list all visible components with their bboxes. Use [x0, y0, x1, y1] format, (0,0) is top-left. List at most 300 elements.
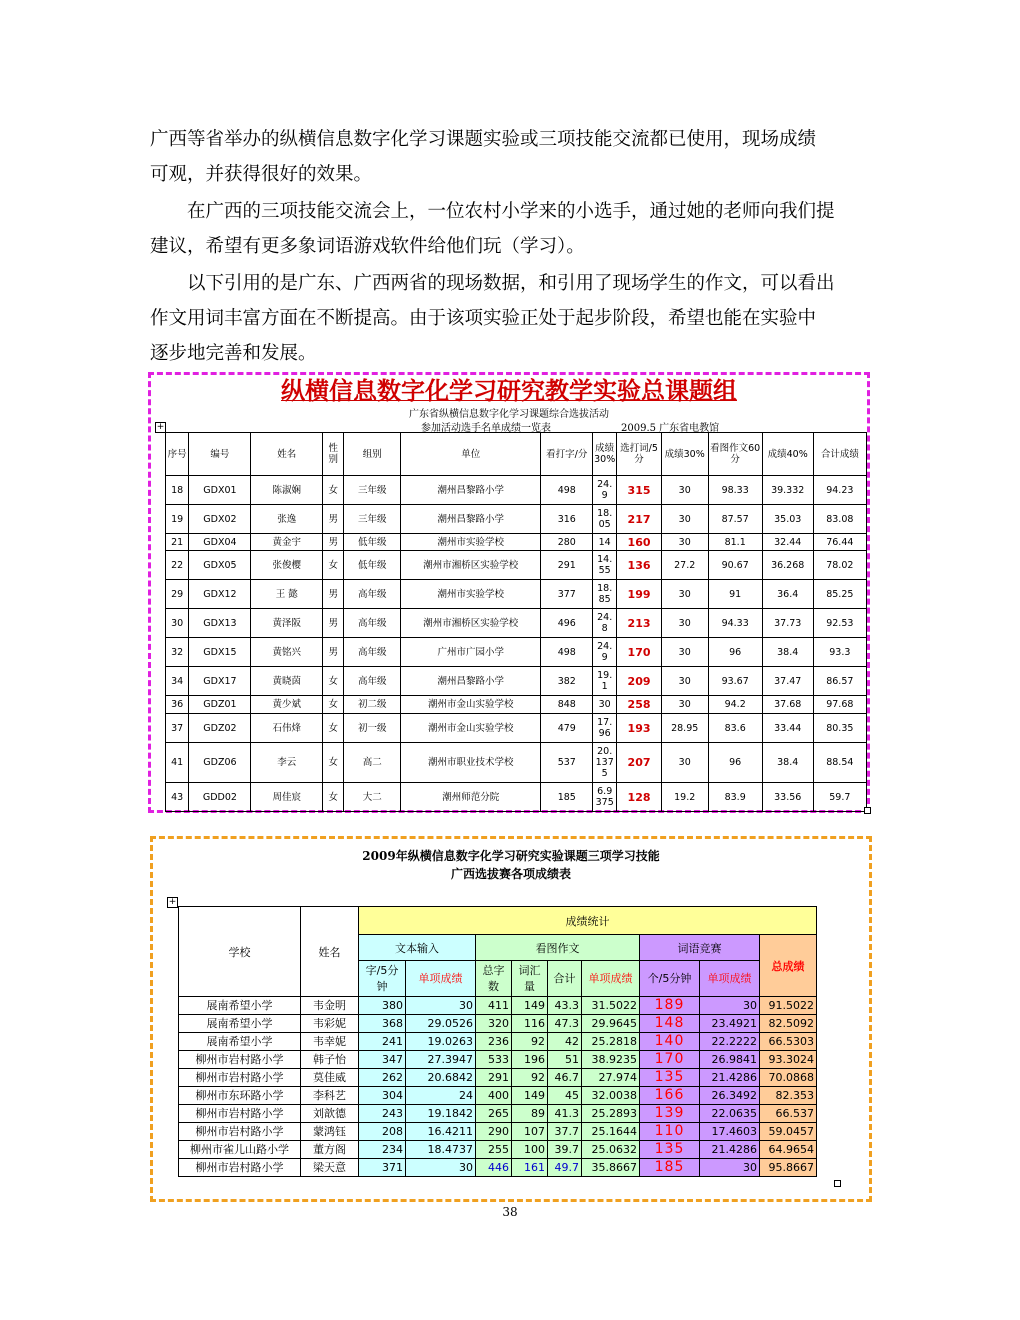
- table-cell: 848: [541, 696, 593, 714]
- table-cell: 96: [708, 638, 762, 667]
- table-cell: 82.353: [760, 1087, 817, 1105]
- table-cell: 20.6842: [406, 1069, 476, 1087]
- guangdong-score-table: [165, 432, 867, 812]
- paragraph-line: 以下引用的是广东、广西两省的现场数据，和引用了现场学生的作文，可以看出: [187, 273, 835, 294]
- table-cell: 潮州师范分院: [401, 783, 541, 812]
- table-cell: 47.3: [548, 1015, 582, 1033]
- table-cell: 低年级: [344, 534, 401, 551]
- table-cell: 女: [323, 743, 344, 783]
- table-cell: 初二级: [344, 696, 401, 714]
- table-cell: 51: [548, 1051, 582, 1069]
- table-cell: 高年级: [344, 580, 401, 609]
- table-cell: 43.3: [548, 997, 582, 1015]
- table-cell: 28.95: [661, 714, 708, 743]
- table-cell: 496: [541, 609, 593, 638]
- header-score-stats: 成绩统计: [359, 907, 817, 935]
- table-cell: 21: [166, 534, 189, 551]
- table-cell: 33.56: [762, 783, 813, 812]
- table-row: [166, 551, 867, 580]
- table-cell: 87.57: [708, 505, 762, 534]
- table-row: [166, 783, 867, 812]
- table-cell: 三年级: [344, 476, 401, 505]
- table-cell: 李云: [251, 743, 323, 783]
- table-row: [179, 1105, 817, 1123]
- table-cell: 低年级: [344, 551, 401, 580]
- table-cell: 94.33: [708, 609, 762, 638]
- table-cell: 20.1375: [593, 743, 617, 783]
- table-cell: 男: [323, 609, 344, 638]
- table-cell: 149: [512, 997, 548, 1015]
- table-cell: 23.4921: [700, 1015, 760, 1033]
- table-cell: 30: [661, 580, 708, 609]
- table-cell: 39.332: [762, 476, 813, 505]
- table-row: [166, 714, 867, 743]
- table-cell: GDZ02: [189, 714, 251, 743]
- table-cell: 女: [323, 551, 344, 580]
- table-cell: 37.73: [762, 609, 813, 638]
- table-cell: 高年级: [344, 667, 401, 696]
- table-cell: 35.8667: [582, 1159, 640, 1177]
- table-cell: 199: [617, 580, 662, 609]
- table-cell: 83.6: [708, 714, 762, 743]
- table-cell: 92.53: [813, 609, 866, 638]
- table-cell: GDZ01: [189, 696, 251, 714]
- table-cell: 27.2: [661, 551, 708, 580]
- guangxi-score-image[interactable]: [150, 836, 872, 1202]
- table-cell: 92: [512, 1069, 548, 1087]
- table-cell: 479: [541, 714, 593, 743]
- table-cell: 30: [661, 743, 708, 783]
- table-cell: GDZ06: [189, 743, 251, 783]
- group-header-text-input: 文本输入: [359, 935, 476, 961]
- table-cell: 377: [541, 580, 593, 609]
- table-cell: 170: [617, 638, 662, 667]
- table-cell: 91.5022: [760, 997, 817, 1015]
- paragraph-line: 作文用词丰富方面在不断提高。由于该项实验正处于起步阶段，希望也能在实验中: [150, 308, 817, 329]
- table-row: [179, 1087, 817, 1105]
- table-cell: 30: [661, 476, 708, 505]
- sub-header: 总字数: [476, 961, 512, 997]
- table-cell: 35.03: [762, 505, 813, 534]
- col-header-total: 总成绩: [760, 935, 817, 997]
- table-cell: 66.5303: [760, 1033, 817, 1051]
- table-row: [179, 1015, 817, 1033]
- col-header: 单位: [401, 433, 541, 476]
- table-cell: 韦金明: [301, 997, 359, 1015]
- paragraph-line: 广西等省举办的纵横信息数字化学习课题实验或三项技能交流都已使用，现场成绩: [150, 129, 817, 150]
- paragraph-line: 建议，希望有更多象词语游戏软件给他们玩（学习）。: [150, 236, 585, 257]
- paragraph-1: [150, 122, 872, 192]
- table-cell: 石伟烽: [251, 714, 323, 743]
- table-cell: 66.537: [760, 1105, 817, 1123]
- table-cell: 黄泽阪: [251, 609, 323, 638]
- table-row: [179, 1051, 817, 1069]
- sub-header: 合计: [548, 961, 582, 997]
- table-cell: 45: [548, 1087, 582, 1105]
- table-cell: GDX13: [189, 609, 251, 638]
- table-cell: 135: [640, 1141, 700, 1159]
- table-cell: 柳州市东环路小学: [179, 1087, 301, 1105]
- sub-header: 单项成绩: [700, 961, 760, 997]
- table-cell: 30: [593, 696, 617, 714]
- table-cell: 女: [323, 476, 344, 505]
- table-cell: 95.8667: [760, 1159, 817, 1177]
- table-cell: 93.67: [708, 667, 762, 696]
- table-cell: 139: [640, 1105, 700, 1123]
- table-cell: 41: [166, 743, 189, 783]
- table-cell: 37.7: [548, 1123, 582, 1141]
- table-cell: 30: [661, 638, 708, 667]
- sub-header: 个/5分钟: [640, 961, 700, 997]
- table-cell: 黄金宇: [251, 534, 323, 551]
- table-cell: 董方阁: [301, 1141, 359, 1159]
- table-cell: 高年级: [344, 638, 401, 667]
- table-cell: 高年级: [344, 609, 401, 638]
- table-cell: 33.44: [762, 714, 813, 743]
- table-cell: 29.9645: [582, 1015, 640, 1033]
- guangdong-title: 纵横信息数字化学习研究教学实验总课题组: [281, 377, 737, 405]
- group-header-word-contest: 词语竞赛: [640, 935, 760, 961]
- table-cell: 209: [617, 667, 662, 696]
- table-cell: 女: [323, 714, 344, 743]
- table-cell: 320: [476, 1015, 512, 1033]
- table-cell: 30: [661, 696, 708, 714]
- table-cell: 30: [166, 609, 189, 638]
- table-cell: 100: [512, 1141, 548, 1159]
- table-cell: 160: [617, 534, 662, 551]
- table-cell: 291: [541, 551, 593, 580]
- table-cell: 蒙鸿钰: [301, 1123, 359, 1141]
- table-cell: 94.23: [813, 476, 866, 505]
- table-cell: 78.02: [813, 551, 866, 580]
- table-cell: 93.3024: [760, 1051, 817, 1069]
- table-cell: 男: [323, 580, 344, 609]
- table-cell: 189: [640, 997, 700, 1015]
- table-cell: 96: [708, 743, 762, 783]
- table-cell: 展南希望小学: [179, 997, 301, 1015]
- table-cell: 19: [166, 505, 189, 534]
- table-cell: 22.2222: [700, 1033, 760, 1051]
- table-cell: 柳州市岩村路小学: [179, 1051, 301, 1069]
- col-header: 选打词/5分: [617, 433, 662, 476]
- table-cell: 潮州市实验学校: [401, 580, 541, 609]
- col-header: 组别: [344, 433, 401, 476]
- table-cell: 116: [512, 1015, 548, 1033]
- table-cell: 柳州市岩村路小学: [179, 1159, 301, 1177]
- table-cell: 27.3947: [406, 1051, 476, 1069]
- table-row: [166, 580, 867, 609]
- table-cell: 韦幸妮: [301, 1033, 359, 1051]
- sub-header: 单项成绩: [406, 961, 476, 997]
- table-cell: 280: [541, 534, 593, 551]
- table-cell: 42: [548, 1033, 582, 1051]
- table-cell: 94.2: [708, 696, 762, 714]
- sub-header: 词汇量: [512, 961, 548, 997]
- table-row: [179, 1033, 817, 1051]
- table-cell: 234: [359, 1141, 406, 1159]
- table-cell: 148: [640, 1015, 700, 1033]
- table-cell: 18.4737: [406, 1141, 476, 1159]
- table-cell: 304: [359, 1087, 406, 1105]
- page-number: 38: [502, 1205, 518, 1219]
- table-cell: 38.4: [762, 638, 813, 667]
- table-cell: 31.5022: [582, 997, 640, 1015]
- table-cell: 315: [617, 476, 662, 505]
- col-header-name: 姓名: [301, 907, 359, 997]
- table-cell: GDX04: [189, 534, 251, 551]
- table-cell: 90.67: [708, 551, 762, 580]
- table-cell: 170: [640, 1051, 700, 1069]
- table-cell: 368: [359, 1015, 406, 1033]
- table-cell: 93.3: [813, 638, 866, 667]
- table-cell: 32.0038: [582, 1087, 640, 1105]
- table-cell: 高二: [344, 743, 401, 783]
- table-cell: 29.0526: [406, 1015, 476, 1033]
- table-cell: 张俊樱: [251, 551, 323, 580]
- paragraph-line: 在广西的三项技能交流会上，一位农村小学来的小选手，通过她的老师向我们提: [187, 201, 835, 222]
- table-cell: 83.08: [813, 505, 866, 534]
- table-cell: 446: [476, 1159, 512, 1177]
- table-cell: 刘歆德: [301, 1105, 359, 1123]
- table-row: [166, 667, 867, 696]
- table-row: [166, 476, 867, 505]
- table-row: [166, 505, 867, 534]
- table-cell: 18: [166, 476, 189, 505]
- table-cell: 207: [617, 743, 662, 783]
- table-cell: 86.57: [813, 667, 866, 696]
- table-cell: 533: [476, 1051, 512, 1069]
- table-cell: 柳州市岩村路小学: [179, 1105, 301, 1123]
- table-cell: 371: [359, 1159, 406, 1177]
- table-cell: 70.0868: [760, 1069, 817, 1087]
- table-cell: 236: [476, 1033, 512, 1051]
- table-cell: 98.33: [708, 476, 762, 505]
- col-header-school: 学校: [179, 907, 301, 997]
- table-cell: 女: [323, 696, 344, 714]
- table-cell: 女: [323, 667, 344, 696]
- table-cell: 19.1: [593, 667, 617, 696]
- table-row: [166, 696, 867, 714]
- table-cell: 83.9: [708, 783, 762, 812]
- table-cell: 男: [323, 534, 344, 551]
- table-cell: 36.268: [762, 551, 813, 580]
- table-cell: 潮州市湘桥区实验学校: [401, 609, 541, 638]
- table-cell: 初一级: [344, 714, 401, 743]
- table-cell: 潮州市湘桥区实验学校: [401, 551, 541, 580]
- table-cell: 张逸: [251, 505, 323, 534]
- table-cell: 498: [541, 638, 593, 667]
- table-move-handle-icon[interactable]: +: [168, 897, 177, 907]
- paragraph-2: [150, 194, 872, 264]
- table-row: [179, 1123, 817, 1141]
- table-cell: 537: [541, 743, 593, 783]
- table-cell: 30: [406, 997, 476, 1015]
- table-cell: 36.4: [762, 580, 813, 609]
- table-cell: 柳州市岩村路小学: [179, 1069, 301, 1087]
- guangdong-subtitle-2: 参加活动选手名单成绩一览表: [421, 423, 551, 434]
- table-cell: 22: [166, 551, 189, 580]
- table-cell: 男: [323, 638, 344, 667]
- col-header: 看打字/分: [541, 433, 593, 476]
- table-cell: 三年级: [344, 505, 401, 534]
- table-cell: 262: [359, 1069, 406, 1087]
- table-cell: 411: [476, 997, 512, 1015]
- col-header: 序号: [166, 433, 189, 476]
- table-cell: 大二: [344, 783, 401, 812]
- table-cell: 29: [166, 580, 189, 609]
- table-cell: 43: [166, 783, 189, 812]
- table-cell: 380: [359, 997, 406, 1015]
- guangxi-score-table: [178, 906, 817, 1177]
- table-cell: 85.25: [813, 580, 866, 609]
- col-header: 成绩30%: [593, 433, 617, 476]
- table-cell: 潮州市金山实验学校: [401, 696, 541, 714]
- table-cell: 19.1842: [406, 1105, 476, 1123]
- guangdong-subtitle: 广东省纵横信息数字化学习课题综合选拔活动: [409, 409, 609, 420]
- table-cell: 黄晓茵: [251, 667, 323, 696]
- table-cell: 37.68: [762, 696, 813, 714]
- table-cell: 128: [617, 783, 662, 812]
- guangdong-score-image[interactable]: [148, 372, 870, 813]
- table-cell: 30: [661, 609, 708, 638]
- table-cell: 24.9: [593, 476, 617, 505]
- table-cell: 290: [476, 1123, 512, 1141]
- table-cell: 82.5092: [760, 1015, 817, 1033]
- table-cell: 潮州市金山实验学校: [401, 714, 541, 743]
- table-cell: 24: [406, 1087, 476, 1105]
- table-cell: 26.3492: [700, 1087, 760, 1105]
- paragraph-line: 逐步地完善和发展。: [150, 343, 317, 364]
- table-row: [179, 1069, 817, 1087]
- table-cell: 185: [640, 1159, 700, 1177]
- table-cell: 14.55: [593, 551, 617, 580]
- table-cell: 110: [640, 1123, 700, 1141]
- table-cell: 76.44: [813, 534, 866, 551]
- table-cell: 21.4286: [700, 1141, 760, 1159]
- table-cell: 韩子怡: [301, 1051, 359, 1069]
- table-cell: GDX12: [189, 580, 251, 609]
- table-cell: GDX17: [189, 667, 251, 696]
- table-cell: 18.05: [593, 505, 617, 534]
- table-cell: GDX02: [189, 505, 251, 534]
- table-cell: 21.4286: [700, 1069, 760, 1087]
- table-row: [166, 638, 867, 667]
- table-row: [179, 1141, 817, 1159]
- guangdong-date: 2009.5 广东省电教馆: [621, 423, 720, 434]
- table-cell: 潮州昌黎路小学: [401, 505, 541, 534]
- table-cell: 黄少斌: [251, 696, 323, 714]
- table-cell: 30: [700, 997, 760, 1015]
- table-cell: 李科艺: [301, 1087, 359, 1105]
- table-cell: 32.44: [762, 534, 813, 551]
- col-header: 成绩30%: [661, 433, 708, 476]
- col-header: 成绩40%: [762, 433, 813, 476]
- table-cell: 38.9235: [582, 1051, 640, 1069]
- table-cell: 黄铭兴: [251, 638, 323, 667]
- table-cell: 韦彩妮: [301, 1015, 359, 1033]
- table-cell: 梁天意: [301, 1159, 359, 1177]
- table-cell: 161: [512, 1159, 548, 1177]
- paragraph-line: 可观，并获得很好的效果。: [150, 164, 373, 185]
- table-cell: GDX05: [189, 551, 251, 580]
- table-cell: 166: [640, 1087, 700, 1105]
- table-cell: 316: [541, 505, 593, 534]
- table-cell: GDX01: [189, 476, 251, 505]
- col-header: 合计成绩: [813, 433, 866, 476]
- table-cell: 25.0632: [582, 1141, 640, 1159]
- table-cell: 347: [359, 1051, 406, 1069]
- table-cell: 潮州昌黎路小学: [401, 667, 541, 696]
- table-cell: 81.1: [708, 534, 762, 551]
- table-cell: 92: [512, 1033, 548, 1051]
- table-cell: 柳州市雀儿山路小学: [179, 1141, 301, 1159]
- table-cell: 59.0457: [760, 1123, 817, 1141]
- table-cell: 37.47: [762, 667, 813, 696]
- table-cell: 柳州市岩村路小学: [179, 1123, 301, 1141]
- table-cell: 19.2: [661, 783, 708, 812]
- table-cell: 400: [476, 1087, 512, 1105]
- table-cell: 30: [661, 534, 708, 551]
- table-cell: 展南希望小学: [179, 1033, 301, 1051]
- table-cell: 97.68: [813, 696, 866, 714]
- table-cell: 193: [617, 714, 662, 743]
- table-cell: 26.9841: [700, 1051, 760, 1069]
- table-cell: 213: [617, 609, 662, 638]
- table-cell: 27.974: [582, 1069, 640, 1087]
- table-cell: 89: [512, 1105, 548, 1123]
- table-cell: 25.1644: [582, 1123, 640, 1141]
- resize-handle-icon[interactable]: [834, 1180, 841, 1187]
- resize-handle-icon[interactable]: [864, 807, 871, 814]
- table-cell: 59.7: [813, 783, 866, 812]
- table-cell: 陈淑娴: [251, 476, 323, 505]
- table-cell: 17.96: [593, 714, 617, 743]
- table-cell: 64.9654: [760, 1141, 817, 1159]
- table-cell: 王 懿: [251, 580, 323, 609]
- table-cell: 196: [512, 1051, 548, 1069]
- table-cell: 30: [406, 1159, 476, 1177]
- table-row: [166, 609, 867, 638]
- table-cell: 41.3: [548, 1105, 582, 1123]
- table-cell: 14: [593, 534, 617, 551]
- table-cell: 265: [476, 1105, 512, 1123]
- table-header-row: [166, 433, 867, 476]
- col-header: 性别: [323, 433, 344, 476]
- table-row: [166, 534, 867, 551]
- group-header-picture-essay: 看图作文: [476, 935, 640, 961]
- col-header: 编号: [189, 433, 251, 476]
- table-cell: 243: [359, 1105, 406, 1123]
- table-move-handle-icon[interactable]: +: [156, 422, 165, 432]
- table-cell: 291: [476, 1069, 512, 1087]
- table-cell: 6.9375: [593, 783, 617, 812]
- table-cell: 88.54: [813, 743, 866, 783]
- guangxi-title: 2009年纵横信息数字化学习研究实验课题三项学习技能: [362, 849, 660, 863]
- table-cell: 241: [359, 1033, 406, 1051]
- table-cell: 男: [323, 505, 344, 534]
- sub-header: 单项成绩: [582, 961, 640, 997]
- sub-header: 字/5分钟: [359, 961, 406, 997]
- table-cell: 258: [617, 696, 662, 714]
- table-cell: 潮州市职业技术学校: [401, 743, 541, 783]
- table-cell: 46.7: [548, 1069, 582, 1087]
- table-cell: 24.8: [593, 609, 617, 638]
- table-cell: 22.0635: [700, 1105, 760, 1123]
- table-cell: 女: [323, 783, 344, 812]
- col-header: 姓名: [251, 433, 323, 476]
- table-cell: 80.35: [813, 714, 866, 743]
- table-cell: 217: [617, 505, 662, 534]
